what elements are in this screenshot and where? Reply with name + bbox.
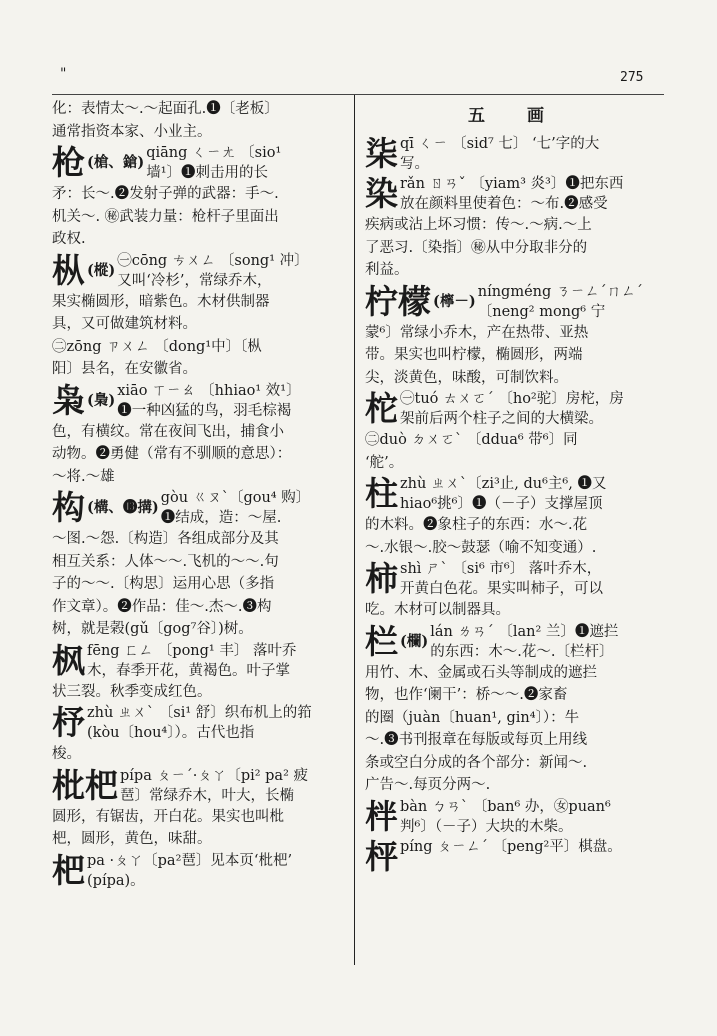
- definition-line: 梭。: [52, 746, 81, 762]
- pronunciation-line: 木，春季开花，黄褐色。叶子掌: [87, 662, 290, 679]
- dictionary-entry: [52, 641, 344, 704]
- entry-head: [365, 174, 665, 214]
- dictionary-entry: [52, 143, 344, 251]
- pronunciation-line: 的东西：木～.花～.〔栏杆〕: [430, 643, 614, 660]
- pronunciation-line: hiao⁶挑⁶〕❶（－子）支撑屋顶: [400, 496, 603, 512]
- definition-line: 物，也作‘阑干’：桥～～.❷家畜: [365, 687, 568, 703]
- pronunciation-line: 又叫‘冷杉’，常绿乔木，: [117, 272, 272, 289]
- definition-line: ～图.～怨.〔构造〕各组成部分及其: [52, 531, 279, 547]
- headword-variants: (構、⓭搆): [87, 499, 159, 516]
- definition-line: 利益。: [365, 262, 409, 278]
- entry-head: [365, 134, 665, 174]
- dictionary-entry: [52, 251, 344, 381]
- pronunciation-line: ❶一种凶猛的鸟，羽毛棕褐: [117, 402, 292, 419]
- entry-head: [52, 251, 344, 291]
- pronunciation-block: [400, 134, 665, 174]
- pronunciation-block: [400, 474, 665, 514]
- definition-line: 吃。木材可以制器具。: [365, 602, 510, 618]
- dictionary-entry: [365, 389, 665, 474]
- pronunciation-line: shì ㄕˋ 〔si⁶ 市⁶〕 落叶乔木，: [400, 561, 602, 577]
- pronunciation-block: [117, 251, 344, 291]
- definition-line: 相互关系：人体～～.飞机的～～.句: [52, 553, 279, 570]
- pronunciation-block: [117, 381, 344, 421]
- pronunciation-block: [400, 174, 665, 214]
- dictionary-entry: [365, 797, 665, 837]
- definition-line: 杷，圆形，黄色，味甜。: [52, 831, 212, 847]
- headword: 枇杷: [52, 765, 118, 805]
- entry-head: [365, 622, 665, 662]
- left-column: [52, 98, 344, 891]
- pronunciation-line: 开黄白色花。果实叫柿子，可以: [400, 581, 603, 597]
- pronunciation-line: gòu ㄍㄡˋ〔gou⁴ 购〕: [160, 490, 311, 506]
- entry-head: [52, 641, 344, 681]
- definition-line: 具，又可做建筑材料。: [52, 316, 197, 332]
- pronunciation-block: [120, 766, 344, 806]
- headword: 枫: [52, 640, 85, 680]
- pronunciation-block: [400, 559, 665, 599]
- pronunciation-line: pa ·ㄆㄚ〔pa²琶〕见本页‘枇杷’: [87, 852, 293, 869]
- headword-variants: (梟): [87, 391, 116, 409]
- dictionary-entry: [52, 851, 344, 891]
- dictionary-entry: [52, 766, 344, 851]
- pronunciation-line: 墙¹〕❶刺击用的长: [146, 165, 269, 181]
- section-heading: 五 画: [468, 106, 562, 126]
- pronunciation-line: zhù ㄓㄨˋ〔zi³止, du⁶主⁶, ❶又: [400, 476, 607, 492]
- headword: 染: [365, 174, 398, 213]
- definition-line: ㊁duò ㄉㄨㄛˋ 〔ddua⁶ 带⁶〕同: [365, 432, 578, 448]
- pronunciation-line: xiāo ㄒㄧㄠ 〔hhiao¹ 效¹〕: [117, 382, 301, 399]
- entry-head: [52, 488, 344, 528]
- definition-line: 状三裂。秋季变成红色。: [52, 683, 212, 700]
- dictionary-entry: [52, 381, 344, 489]
- pronunciation-line: pípa ㄆㄧˊ·ㄆㄚ〔pi² pa² 疲: [120, 767, 309, 784]
- definition-line: 蒙⁶〕常绿小乔木，产在热带、亚热: [365, 324, 589, 341]
- headword: 栏: [365, 621, 398, 661]
- pronunciation-line: zhù ㄓㄨˋ 〔si¹ 舒〕织布机上的筘: [87, 705, 312, 721]
- pronunciation-line: qī ㄑㄧ 〔sid⁷ 七〕 ‘七’字的大: [400, 136, 600, 152]
- headword: 构: [52, 488, 85, 527]
- entry-head: [52, 766, 344, 806]
- headword: 柿: [365, 559, 398, 598]
- pronunciation-block: [430, 622, 665, 662]
- definition-line: 矛：长～.❷发射子弹的武器：手～.: [52, 186, 279, 202]
- pronunciation-block: [400, 389, 665, 429]
- definition-line: 动物。❷勇健（常有不驯顺的意思）：: [52, 446, 292, 462]
- pronunciation-line: 琶〕常绿乔木，叶大，长椭: [120, 787, 294, 804]
- pronunciation-line: (pípa)。: [87, 872, 145, 889]
- headword: 柠檬: [365, 281, 431, 321]
- entry-head: [365, 282, 665, 322]
- headword-variants: (檸－): [433, 292, 476, 310]
- headword: 柒: [365, 134, 398, 173]
- definition-line: 了恶习.〔染指〕㊙从中分取非分的: [365, 239, 588, 256]
- definition-line: 条或空白分成的各个部分：新闻～.: [365, 754, 588, 771]
- page-number: 275: [620, 70, 644, 85]
- right-entries: [365, 134, 665, 877]
- dictionary-entry: [52, 703, 344, 766]
- continuation-text: [52, 98, 344, 143]
- headword: 柁: [365, 389, 398, 428]
- text-line: 化：表情太～.～起面孔.❶〔老板〕: [52, 101, 279, 117]
- pronunciation-line: 判⁶〕（－子）大块的木柴。: [400, 818, 573, 835]
- pronunciation-block: [478, 282, 665, 322]
- headword-variants: (欄): [400, 632, 429, 650]
- left-entries: [52, 143, 344, 891]
- headword: 柈: [365, 796, 398, 836]
- pronunciation-block: [87, 703, 344, 743]
- dictionary-entry: [365, 174, 665, 282]
- page-mark: ": [60, 66, 67, 82]
- pronunciation-line: fēng ㄈㄥ 〔pong¹ 丰〕 落叶乔: [87, 642, 297, 659]
- headword-variants: (槍、鎗): [87, 154, 145, 171]
- pronunciation-block: [161, 488, 344, 528]
- dictionary-entry: [52, 488, 344, 641]
- definition-line: 疾病或沾上坏习惯：传～.～病.～上: [365, 217, 592, 233]
- dictionary-entry: [365, 559, 665, 622]
- pronunciation-block: [87, 851, 344, 891]
- headword: 枭: [52, 380, 85, 420]
- pronunciation-line: níngméng ㄋㄧㄥˊㄇㄥˊ: [477, 283, 643, 300]
- right-column: [365, 98, 665, 877]
- pronunciation-line: ❶结成，造：～屋.: [160, 510, 282, 526]
- dictionary-entry: [365, 622, 665, 797]
- definition-line: 机关～. ㊙武装力量：枪杆子里面出: [52, 208, 279, 225]
- pronunciation-block: [87, 641, 344, 681]
- definition-line: 树，就是榖(gǔ〔gog⁷谷〕)树。: [52, 621, 253, 637]
- entry-head: [52, 703, 344, 743]
- top-rule: [52, 94, 664, 95]
- pronunciation-line: rǎn ㄖㄢˇ 〔yiam³ 炎³〕❶把东西: [400, 176, 624, 192]
- column-divider: [354, 95, 355, 965]
- pronunciation-line: píng ㄆㄧㄥˊ 〔peng²平〕棋盘。: [400, 838, 622, 855]
- entry-head: [52, 851, 344, 891]
- pronunciation-line: 架前后两个柱子之间的大横梁。: [400, 411, 603, 427]
- dictionary-entry: [365, 134, 665, 174]
- headword: 柱: [365, 474, 398, 513]
- pronunciation-block: [400, 837, 665, 857]
- text-line: 通常指资本家、小业主。: [52, 123, 212, 140]
- headword: 杼: [52, 703, 85, 742]
- entry-head: [365, 474, 665, 514]
- pronunciation-line: ㊀tuó ㄊㄨㄛˊ 〔ho²驼〕房柁，房: [400, 391, 624, 407]
- dictionary-entry: [365, 837, 665, 877]
- definition-line: 子的～～.〔构思〕运用心思（多指: [52, 576, 275, 592]
- pronunciation-line: 写。: [400, 156, 429, 172]
- headword-variants: (樅): [87, 261, 116, 279]
- pronunciation-line: bàn ㄅㄢˋ 〔ban⁶ 办，㊛puan⁶: [400, 798, 611, 815]
- pronunciation-line: qiāng ㄑㄧㄤ 〔sio¹: [146, 145, 282, 161]
- pronunciation-line: 〔neng² mong⁶ 宁: [477, 303, 606, 320]
- definition-line: 用竹、木、金属或石头等制成的遮拦: [365, 664, 597, 681]
- pronunciation-line: ㊀cōng ㄘㄨㄥ 〔song¹ 冲〕: [117, 252, 309, 269]
- pronunciation-block: [146, 143, 344, 183]
- dictionary-entry: [365, 282, 665, 390]
- definition-line: ㊁zōng ㄗㄨㄥ 〔dong¹中〕〔枞: [52, 338, 262, 355]
- entry-head: [365, 797, 665, 837]
- pronunciation-line: (kòu〔hou⁴〕）。古代也指: [87, 725, 255, 741]
- definition-line: 果实椭圆形，暗紫色。木材供制器: [52, 293, 270, 310]
- definition-line: 尖，淡黄色，味酸，可制饮料。: [365, 369, 568, 386]
- definition-line: 的圈（juàn〔huan¹, gin⁴〕）：牛: [365, 709, 580, 726]
- pronunciation-block: [400, 797, 665, 837]
- definition-line: ‘舵’。: [365, 454, 404, 471]
- entry-head: [365, 837, 665, 877]
- definition-line: 色，有横纹。常在夜间飞出，捕食小: [52, 423, 284, 440]
- definition-line: ～.水银～.胶～鼓瑟（喻不知变通）.: [365, 539, 597, 556]
- definition-line: ～将.～雄: [52, 468, 115, 485]
- definition-line: 阳〕县名，在安徽省。: [52, 361, 197, 377]
- entry-head: [365, 389, 665, 429]
- headword: 枰: [365, 836, 398, 876]
- definition-line: 带。果实也叫柠檬，椭圆形，两端: [365, 347, 583, 363]
- headword: 枪: [52, 143, 85, 182]
- headword: 杷: [52, 850, 85, 890]
- entry-head: [365, 559, 665, 599]
- headword: 枞: [52, 250, 85, 290]
- definition-line: 广告～.每页分两～.: [365, 777, 491, 793]
- definition-line: ～.❸书刊报章在每版或每页上用线: [365, 732, 588, 748]
- definition-line: 政权.: [52, 231, 86, 247]
- pronunciation-line: lán ㄌㄢˊ 〔lan² 兰〕❶遮拦: [430, 623, 619, 640]
- definition-line: 作文章）。❷作品：佳～.杰～.❸构: [52, 598, 272, 615]
- dictionary-entry: [365, 474, 665, 559]
- entry-head: [52, 381, 344, 421]
- definition-line: 圆形，有锯齿，开白花。果实也叫枇: [52, 808, 284, 825]
- pronunciation-line: 放在颜料里使着色：～布.❷感受: [400, 196, 608, 212]
- definition-line: 的木料。❷象柱子的东西：水～.花: [365, 517, 588, 533]
- entry-head: [52, 143, 344, 183]
